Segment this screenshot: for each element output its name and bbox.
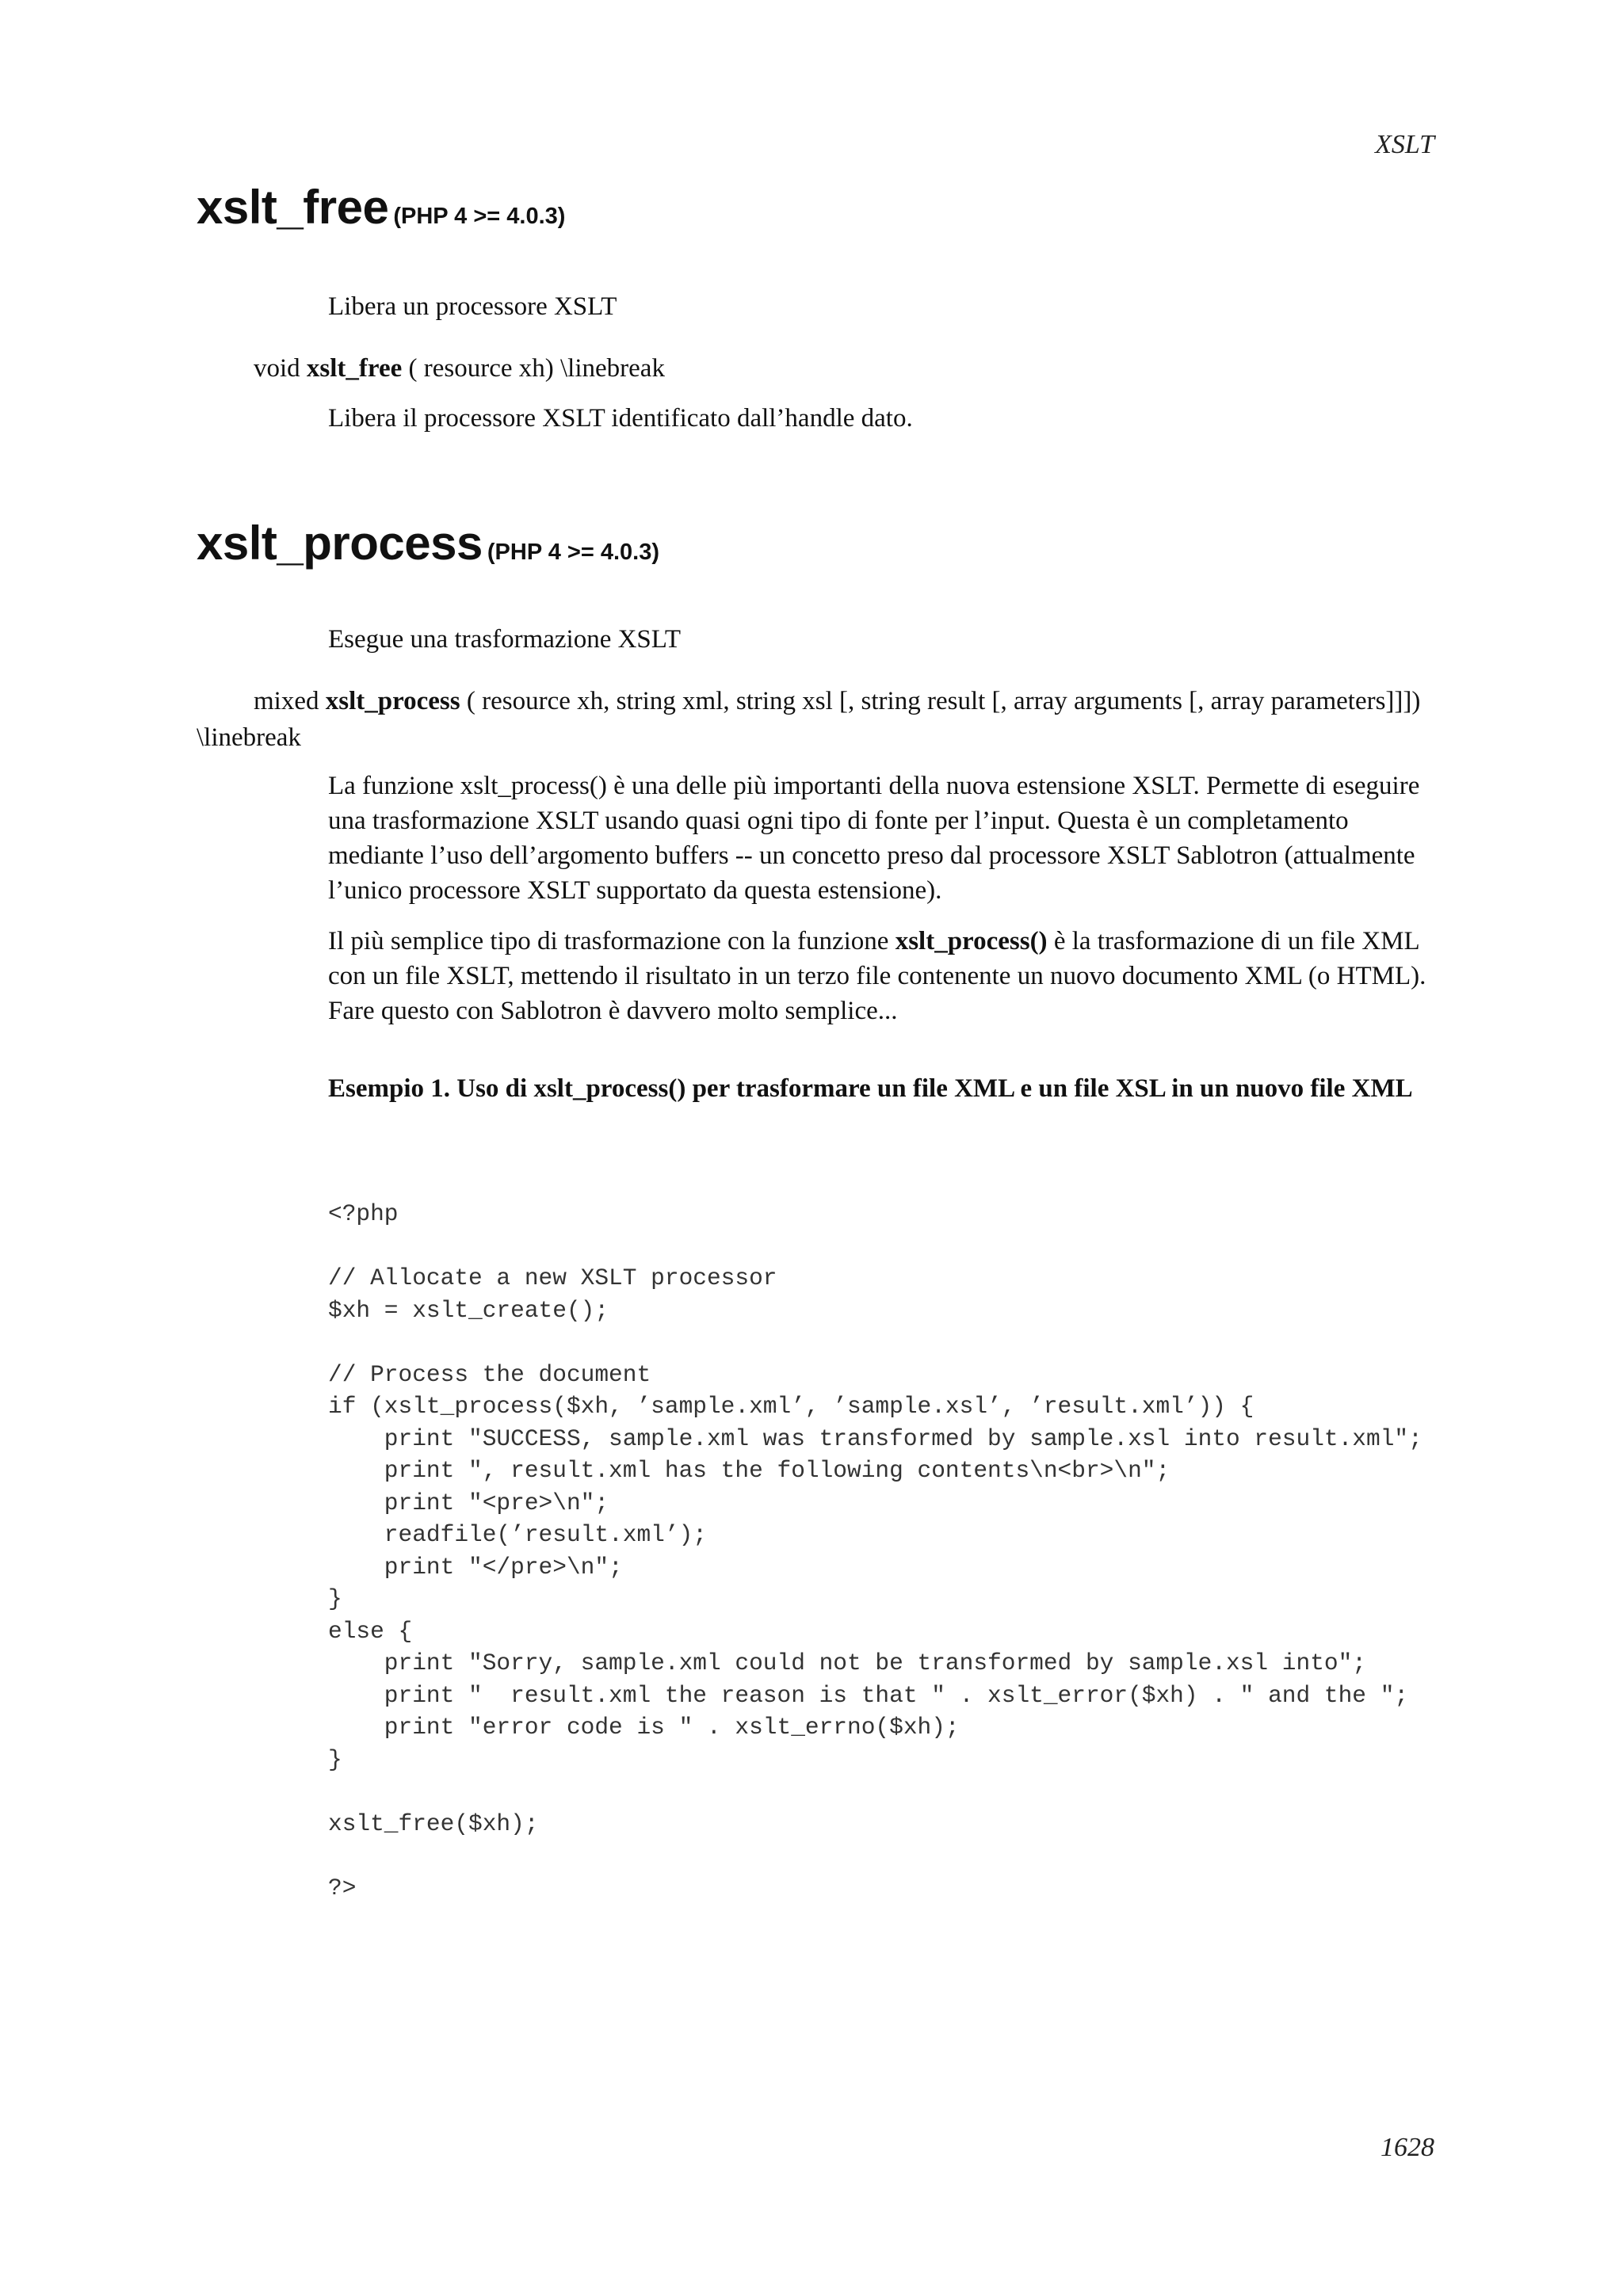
function-title: [197, 181, 1465, 234]
paragraph-text: è la trasformazione di un file XML con un file XSLT, mettendo il risultato in un terzo file contenente un nuovo documento XML (o HTML). Fare questo con Sablotron è davvero molto semplice...: [328, 927, 1426, 1025]
description-paragraph: [328, 924, 1438, 1028]
example-code-block: <?php // Allocate a new XSLT processor $xh = xslt_create(); // Process the document if (xslt_process($xh, ’sample.xml’, ’sample.xsl’, ’result.xml’)) { print "SUCCESS, sample.xml was transformed by sample.xsl into result.xml"; print ", result.xml has the following contents\n<br>\n"; print "<pre>\n"; readfile(’result.xml’); print "</pre>\n"; } else { print "Sorry, sample.xml could not be transformed by sample.xsl into"; print " result.xml the reason is that " . xslt_error($xh) . " and the "; print "error code is " . xslt_errno($xh); } xslt_free($xh); ?>: [328, 1200, 1423, 1901]
description-paragraph: La funzione xslt_process() è una delle più importanti della nuova estensione XSLT. Permette di eseguire una trasformazione XSLT usando quasi ogni tipo di fonte per l’input. Questa è un completamento mediante l’uso dell’argomento buffers -- un concetto preso dal processore XSLT Sablotron (attualmente l’unico processore XSLT supportato da questa estensione).: [328, 772, 1420, 905]
synopsis-arguments: ( resource xh, string xml, string xsl [, string result [, array arguments [, array parameters]]]) \linebreak: [197, 687, 1421, 752]
function-synopsis: [197, 683, 1430, 756]
function-description: [328, 924, 1438, 1028]
synopsis-return-type: void: [254, 354, 300, 383]
function-synopsis: [197, 350, 1430, 387]
synopsis-function-name: xslt_process: [325, 687, 460, 715]
synopsis-arguments: ( resource xh) \linebreak: [402, 354, 665, 383]
example-title: Esempio 1. Uso di xslt_process() per trasformare un file XML e un file XSL in un nuovo file XML: [328, 1074, 1413, 1103]
running-header: XSLT: [1375, 130, 1434, 159]
function-description: [328, 769, 1438, 908]
description-paragraph: Libera il processore XSLT identificato dall’handle dato.: [328, 404, 913, 433]
page-number: 1628: [1381, 2133, 1434, 2162]
function-purpose: Libera un processore XSLT: [328, 292, 617, 321]
version-note: (PHP 4 >= 4.0.3): [393, 204, 566, 229]
function-name: xslt_free: [197, 181, 389, 234]
function-reference: xslt_process(): [895, 927, 1048, 955]
version-note: (PHP 4 >= 4.0.3): [487, 540, 659, 565]
function-description: [328, 401, 1438, 436]
synopsis-function-name: xslt_free: [306, 354, 403, 383]
synopsis-return-type: mixed: [254, 687, 319, 715]
function-purpose: Esegue una trasformazione XSLT: [328, 625, 682, 654]
function-name: xslt_process: [197, 517, 483, 570]
xslt-process-heading: [197, 517, 1465, 570]
xslt-free-heading: [197, 181, 1465, 234]
paragraph-text: Il più semplice tipo di trasformazione con la funzione: [328, 927, 896, 955]
function-title: [197, 517, 1465, 570]
